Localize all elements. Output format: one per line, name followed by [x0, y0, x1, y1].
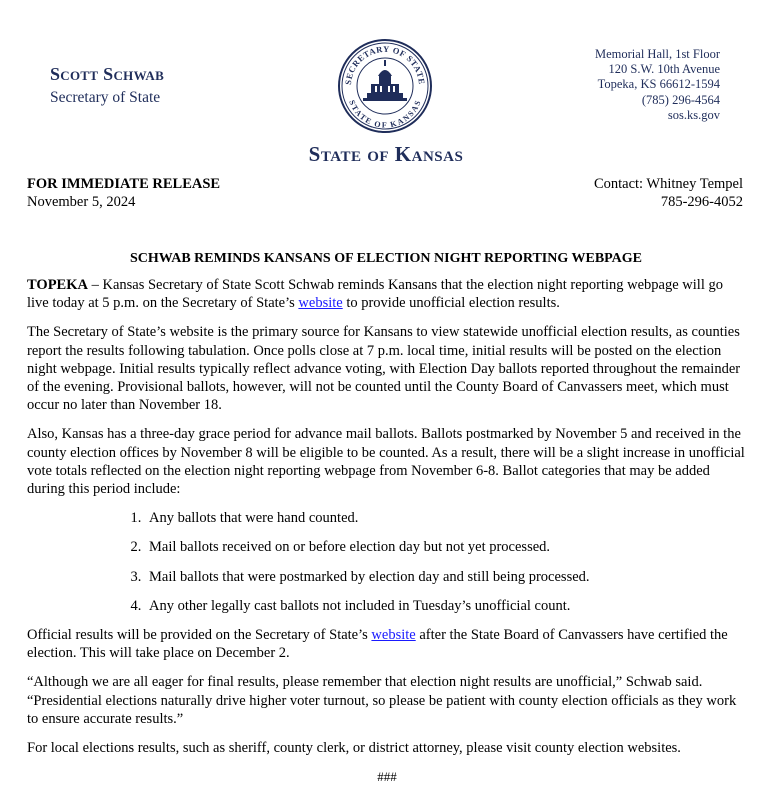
paragraph-local: For local elections results, such as sheriff, county clerk, or district attorney, please visit county election websites. — [27, 740, 681, 757]
paragraph-quote: “Although we are all eager for final results, please remember that election night results are unofficial,” Schwab said. “Presidential elections naturally drive higher voter turnout, so please be patient with county election officials as they work to ensure accurate results.” — [27, 674, 737, 727]
address-line: 120 S.W. 10th Avenue — [608, 62, 720, 77]
paragraph-4 — [27, 626, 747, 662]
letterhead-left — [50, 64, 164, 107]
list-item: 4. Any other legally cast ballots not included in Tuesday’s unofficial count. — [145, 597, 747, 615]
official-title: Secretary of State — [50, 89, 161, 106]
intro-text: – Kansas Secretary of State Scott Schwab reminds Kansans that the election night reporting webpage will go live today at 5 p.m. on the Secretary of State’s — [27, 277, 723, 312]
p4-text: Official results will be provided on the Secretary of State’s — [27, 627, 372, 644]
paragraph-2: The Secretary of State’s website is the primary source for Kansans to view statewide unofficial election results, as counties report the results following tabulation. Once polls close at 7 p.m. local time, initial results will be posted on the election night webpage. Initial results typically reflect advance voting, with Election Day ballots reported throughout the remainder of the evening. Provisional ballots, however, will not be counted until the County Board of Canvassers meet, which must occur no later than November 18. — [27, 324, 741, 414]
seal-text-bottom: STATE OF KANSAS — [347, 98, 423, 130]
p4-end: after the State Board of Canvassers have certified the election. This will take place on December 2. — [27, 627, 728, 662]
list-item: 3. Mail ballots that were postmarked by election day and still being processed. — [145, 568, 747, 586]
address-line: Memorial Hall, 1st Floor — [595, 47, 720, 61]
release-block — [27, 175, 220, 211]
ballot-category-list — [27, 509, 747, 615]
phone-line: (785) 296-4564 — [641, 92, 720, 107]
website-link[interactable]: website — [298, 295, 343, 312]
state-seal-icon — [337, 38, 433, 134]
release-date: November 5, 2024 — [27, 194, 136, 210]
end-mark: ### — [377, 769, 397, 785]
office-address — [595, 47, 720, 123]
dateline: TOPEKA — [27, 277, 88, 293]
state-title: State of Kansas — [308, 142, 464, 166]
contact-block — [594, 175, 743, 211]
headline: SCHWAB REMINDS KANSANS OF ELECTION NIGHT REPORTING WEBPAGE — [129, 251, 643, 266]
address-line: Topeka, KS 66612-1594 — [597, 77, 720, 92]
list-item: 2. Mail ballots received on or before election day but not yet processed. — [145, 538, 747, 556]
release-label: FOR IMMEDIATE RELEASE — [27, 176, 221, 192]
paragraph-intro — [27, 276, 747, 312]
list-item: 1. Any ballots that were hand counted. — [145, 509, 747, 527]
official-name: Scott Schwab — [50, 64, 165, 84]
press-release-body — [27, 276, 747, 786]
seal-text-top: SECRETARY OF STATE — [342, 43, 428, 86]
website-link[interactable]: website — [371, 627, 416, 644]
website-line: sos.ks.gov — [667, 107, 720, 122]
intro-end: to provide unofficial election results. — [342, 295, 560, 312]
contact-phone: 785-296-4052 — [660, 194, 743, 210]
paragraph-3: Also, Kansas has a three-day grace period for advance mail ballots. Ballots postmarked by November 5 and received in the county election offices by November 8 will be eligible to be counted. As a result, there will be a slight increase in unofficial vote totals reflected on the election night reporting webpage from November 6-8. Ballot categories that may be added during this period include: — [27, 426, 745, 498]
contact-name: Contact: Whitney Tempel — [593, 176, 743, 192]
